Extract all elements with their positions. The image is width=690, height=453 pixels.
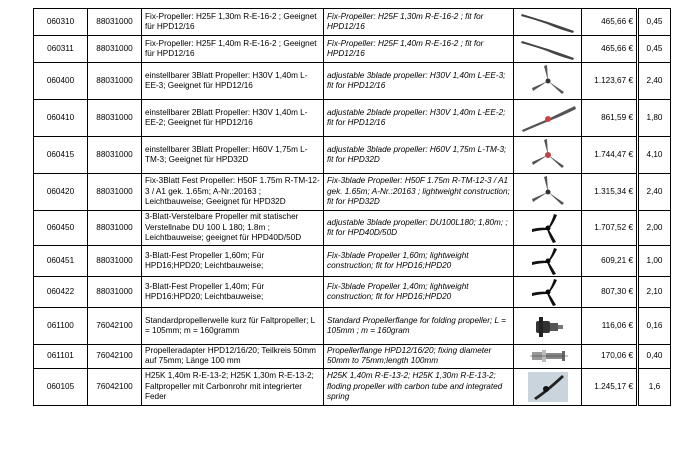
folding-propeller-icon: [526, 370, 570, 404]
description-german: einstellbarer 3Blatt Propeller: H60V 1,75m L-TM-3; Geeignet für HPD32D: [142, 137, 324, 174]
customs-tariff-number: 88031000: [88, 36, 142, 63]
description-english: adjustable 3blade propeller: H30V 1,40m L-EE-3; fit for HPD12/16: [324, 63, 514, 100]
weight: 0,16: [638, 308, 671, 345]
price: 1.245,17 €: [582, 368, 638, 405]
description-english: Propellerflange HPD12/16/20; fixing diameter 50mm to 75mm;length 100mm: [324, 345, 514, 369]
weight: 2,10: [638, 277, 671, 308]
table-row: [34, 137, 671, 174]
description-german: H25K 1,40m R-E-13-2; H25K 1,30m R-E-13-2; Faltpropeller mit Carbonrohr mit integrierter Feder: [142, 368, 324, 405]
article-number: 060422: [34, 277, 88, 308]
weight: 2,00: [638, 211, 671, 246]
table-row: [34, 174, 671, 211]
table-row: [34, 368, 671, 405]
table-row: [34, 100, 671, 137]
customs-tariff-number: 88031000: [88, 174, 142, 211]
article-number: 060420: [34, 174, 88, 211]
customs-tariff-number: 76042100: [88, 308, 142, 345]
table-row: [34, 63, 671, 100]
table-row: [34, 308, 671, 345]
description-german: einstellbarer 2Blatt Propeller: H30V 1,40m L-EE-2; Geeignet für HPD12/16: [142, 100, 324, 137]
weight: 2,40: [638, 174, 671, 211]
customs-tariff-number: 76042100: [88, 368, 142, 405]
customs-tariff-number: 88031000: [88, 246, 142, 277]
article-number: 060310: [34, 9, 88, 36]
customs-tariff-number: 88031000: [88, 277, 142, 308]
description-german: 3-Blatt-Verstelbare Propeller mit statischer Verstellnabe DU 100 L 180; 1.8m ; Leichtbauweise; geeignet für HPD40D/50D: [142, 211, 324, 246]
product-image-cell: [514, 9, 582, 36]
article-number: 061101: [34, 345, 88, 369]
price: 807,30 €: [582, 277, 638, 308]
article-number: 060311: [34, 36, 88, 63]
two-blade-propeller-icon: [518, 10, 578, 34]
weight: 0,40: [638, 345, 671, 369]
description-german: Fix-Propeller: H25F 1,30m R-E-16-2 ; Geeignet für HPD12/16: [142, 9, 324, 36]
three-blade-propeller-icon: [528, 138, 568, 172]
price: 1.707,52 €: [582, 211, 638, 246]
description-german: Standardpropellerwelle kurz für Faltpropeller; L = 105mm; m = 160gramm: [142, 308, 324, 345]
product-image-cell: [514, 63, 582, 100]
article-number: 060105: [34, 368, 88, 405]
description-german: 3-Blatt-Fest Propeller 1,40m; Für HPD16:HPD20; Leichtbauweise;: [142, 277, 324, 308]
black-three-blade-propeller-icon: [528, 247, 568, 275]
article-number: 060451: [34, 246, 88, 277]
description-english: Fix-Propeller: H25F 1,40m R-E-16-2 ; fit for HPD12/16: [324, 36, 514, 63]
description-english: adjustable 3blade propeller: DU100L180; 1,80m; ; fit for HPD40D/50D: [324, 211, 514, 246]
table-row: [34, 9, 671, 36]
product-image-cell: [514, 137, 582, 174]
product-image-cell: [514, 100, 582, 137]
customs-tariff-number: 88031000: [88, 211, 142, 246]
weight: 2,40: [638, 63, 671, 100]
product-image-cell: [514, 345, 582, 369]
description-english: adjustable 2blade propeller: H30V 1,40m L-EE-2; fit for HPD12/16: [324, 100, 514, 137]
three-blade-propeller-icon: [528, 64, 568, 98]
price: 170,06 €: [582, 345, 638, 369]
description-english: H25K 1,40m R-E-13-2; H25K 1,30m R-E-13-2; floding propeller with carbon tube and integrated spring: [324, 368, 514, 405]
price: 1.315,34 €: [582, 174, 638, 211]
table-row: [34, 277, 671, 308]
price: 465,66 €: [582, 36, 638, 63]
table-row: [34, 211, 671, 246]
article-number: 060400: [34, 63, 88, 100]
description-english: Fix-Propeller: H25F 1,30m R-E-16-2 ; fit for HPD12/16: [324, 9, 514, 36]
propeller-shaft-icon: [528, 311, 568, 341]
description-english: Fix-3blade Propeller 1,60m; lightweight construction; fit for HPD16;HPD20: [324, 246, 514, 277]
description-english: Fix-3blade Propeller: H50F 1.75m R-TM-12-3 / A1 gek. 1.65m; A-Nr.:20163 ; lightweight construction; fit for HPD32D: [324, 174, 514, 211]
propeller-adapter-icon: [526, 346, 570, 366]
description-german: Fix-3Blatt Fest Propeller: H50F 1.75m R-TM-12-3 / A1 gek. 1.65m; A-Nr.:20163 ; Leichtbauweise; Geeignet für HPD32D: [142, 174, 324, 211]
weight: 1,6: [638, 368, 671, 405]
price: 609,21 €: [582, 246, 638, 277]
description-english: adjustable 3blade propeller: H60V 1,75m L-TM-3; fit for HPD32D: [324, 137, 514, 174]
table-row: [34, 345, 671, 369]
product-image-cell: [514, 368, 582, 405]
article-number: 060450: [34, 211, 88, 246]
customs-tariff-number: 88031000: [88, 63, 142, 100]
article-number: 060415: [34, 137, 88, 174]
article-number: 060410: [34, 100, 88, 137]
article-number: 061100: [34, 308, 88, 345]
description-german: Propelleradapter HPD12/16/20; Teilkreis 50mm auf 75mm; Länge 100 mm: [142, 345, 324, 369]
adjustable-two-blade-propeller-icon: [518, 103, 578, 133]
customs-tariff-number: 88031000: [88, 137, 142, 174]
product-image-cell: [514, 174, 582, 211]
weight: 0,45: [638, 9, 671, 36]
customs-tariff-number: 76042100: [88, 345, 142, 369]
product-table: [33, 8, 671, 406]
product-image-cell: [514, 308, 582, 345]
product-image-cell: [514, 36, 582, 63]
description-german: einstellbarer 3Blatt Propeller: H30V 1,40m L-EE-3; Geeignet für HPD12/16: [142, 63, 324, 100]
description-english: Standard Propellerflange for folding propeller; L = 105mm ; m = 160gram: [324, 308, 514, 345]
description-german: Fix-Propeller: H25F 1,40m R-E-16-2 ; Geeignet für HPD12/16: [142, 36, 324, 63]
customs-tariff-number: 88031000: [88, 100, 142, 137]
table-row: [34, 246, 671, 277]
weight: 1,80: [638, 100, 671, 137]
three-blade-propeller-icon: [528, 175, 568, 209]
table-row: [34, 36, 671, 63]
weight: 1,00: [638, 246, 671, 277]
two-blade-propeller-icon: [518, 37, 578, 61]
weight: 4,10: [638, 137, 671, 174]
price: 861,59 €: [582, 100, 638, 137]
product-image-cell: [514, 246, 582, 277]
customs-tariff-number: 88031000: [88, 9, 142, 36]
description-german: 3-Blatt-Fest Propeller 1,60m; Für HPD16;HPD20; Leichtbauweise;: [142, 246, 324, 277]
description-english: Fix-3blade Propeller 1,40m; lightweight construction; fit for HPD16;HPD20: [324, 277, 514, 308]
product-image-cell: [514, 211, 582, 246]
black-three-blade-propeller-icon: [528, 212, 568, 244]
black-three-blade-propeller-icon: [528, 278, 568, 306]
price: 465,66 €: [582, 9, 638, 36]
price: 116,06 €: [582, 308, 638, 345]
weight: 0,45: [638, 36, 671, 63]
price: 1.744,47 €: [582, 137, 638, 174]
product-image-cell: [514, 277, 582, 308]
price: 1.123,67 €: [582, 63, 638, 100]
